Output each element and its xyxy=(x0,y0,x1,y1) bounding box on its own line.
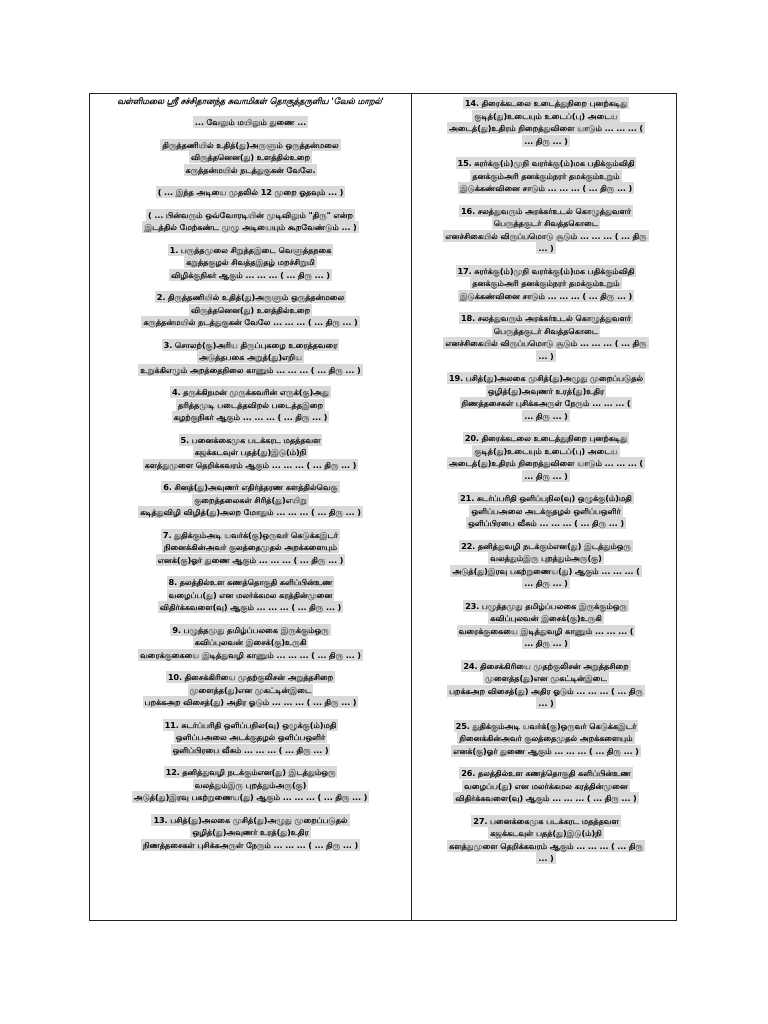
verse-paragraph xyxy=(96,209,405,234)
verse-line xyxy=(420,612,672,625)
verse-line-text: ... ) xyxy=(538,698,554,708)
verse-line-text: விழிக்குநிகர் ஆகும் ... ... ... ( ... திரு ... ) xyxy=(171,269,330,280)
verse-line xyxy=(420,410,672,423)
verse-line-text: 25. துதிக்கும்அடி யவர்க்(கு)ஒருவர் கெடுக்கஇடர் xyxy=(455,720,637,731)
verse-line-text: 5. பனைக்கைமுக படக்கரட மதத்தவள xyxy=(180,434,321,445)
verse-line-text: இடுக்கண்வினை சாடும் ... ... ... ( ... திரு ... ) xyxy=(459,183,633,193)
verse-line-text: 12. தனித்துவழி நடக்கும்என(து) இடத்தும்ஒரு xyxy=(165,767,336,777)
verse-line-text: வலத்தும்இரு புறத்தும்அரு(கு) xyxy=(194,779,307,790)
verse-line-text: அடுத்(து)இரவு பகற்றுணைய(து) ஆகும் ... ... ... ( xyxy=(452,565,640,576)
verse-line xyxy=(420,325,672,338)
verse-line-text: எனச்சிகையில் விருப்பமொடு சூடும் ... ... ... ( ... திரு xyxy=(445,230,647,241)
verse-line xyxy=(420,792,672,805)
verse-line xyxy=(420,372,672,385)
verse-line xyxy=(420,242,672,255)
verse-line-text: 19. பசித்(து)அலகை முசித்(து)அழுது முறைப்படுதல் xyxy=(448,373,644,383)
verse-line xyxy=(420,685,672,698)
verse-line xyxy=(110,151,391,164)
verse-line-text: ... ) xyxy=(538,243,554,253)
verse-line-text: 16. சலத்துவரும் அரக்கர்உடல் கொழுத்துவளர் xyxy=(460,205,632,216)
verse-line-text: பெருத்தகுடர் சிவத்தகொடை xyxy=(493,325,599,336)
verse-line xyxy=(420,660,672,673)
verse-line xyxy=(420,337,672,350)
verse-line-text: 9. பழுத்தமுது தமிழ்ப்பலகை இருக்கும்ஒரு xyxy=(172,624,329,635)
verse-paragraph xyxy=(420,265,672,303)
verse-line xyxy=(110,541,391,554)
verse-line-text: 15. சுரர்க்கு(ம்)முநி வரர்க்கு(ம்)மக பதிக்கும்விதி xyxy=(457,158,635,168)
verse-line xyxy=(420,312,672,325)
verse-line-text: ... திரு ... ) xyxy=(524,410,568,421)
verse-line-text: 26. தலத்தில்உள கணத்தொகுதி களிப்பின்உண xyxy=(461,768,631,778)
verse-paragraph xyxy=(420,492,672,530)
verse-line xyxy=(110,221,391,234)
verse-line xyxy=(110,446,391,459)
verse-line xyxy=(420,432,672,445)
verse-line-text: விருத்தனென(து) உளத்தில்உறை xyxy=(190,304,311,315)
verse-line xyxy=(420,205,672,218)
verse-line-text: ஒளிப்பஅலை அடக்குதழல் ஒளிப்பஒளிர் xyxy=(175,732,326,742)
verse-line xyxy=(420,720,672,733)
right-column xyxy=(412,94,676,920)
verse-line xyxy=(110,399,391,412)
verse-paragraph xyxy=(420,720,672,758)
verse-line-text: அடுத்(து)இரவு பகற்றுணைய(து) ஆகும் ... ... ... ( ... திரு ... ) xyxy=(133,792,368,802)
verse-line xyxy=(110,269,391,282)
verse-line-text: குடித்(து)உடையும் உடைப்(பு) அடைய xyxy=(474,445,618,456)
verse-line-text: 21. சுடர்ப்பரிதி ஒளிப்பநில(வு) ஒழுக்கு(ம்)மதி xyxy=(460,493,632,503)
verse-line-text: இடத்தில் மேற்கண்ட முழு அடியையும் கூறவேண்டும் ... ) xyxy=(144,222,357,232)
verse-line-text: ( ... இந்த அடியை முதலில் 12 முறை ஓதவும் ... ) xyxy=(157,187,344,197)
verse-paragraph xyxy=(420,97,672,147)
verse-line-text: ( ... பின்வரும் ஒவ்வோரடியின் முடிவிலும் "திரு" என்ற xyxy=(148,209,353,220)
verse-line-text: 23. பழுத்தமுது தமிழ்ப்பலகை இருக்கும்ஒரு xyxy=(465,600,627,611)
verse-line-text: 1. பருத்தமுலை சிறுத்தஇடை வெளுத்தநகை xyxy=(169,244,332,255)
verse-paragraph xyxy=(420,205,672,255)
verse-line-text: பெருத்தகுடர் சிவத்தகொடை xyxy=(493,218,599,228)
verse-line xyxy=(110,826,391,839)
verse-paragraph xyxy=(96,671,405,709)
verse-line xyxy=(110,684,391,697)
verse-line-text: ஒளிப்பிரபை வீசும் ... ... ... ( ... திரு ... ) xyxy=(172,744,329,755)
verse-line-text: ... திரு ... ) xyxy=(524,638,568,648)
verse-line xyxy=(110,814,391,827)
verse-paragraph xyxy=(96,139,405,177)
verse-line xyxy=(110,386,391,399)
verse-line xyxy=(420,135,672,148)
verse-line-text: பறக்கஅற விசைத்(து) அதிர ஓடும் ... ... ... ( ... திரு ... ) xyxy=(144,697,357,707)
verse-line xyxy=(420,182,672,195)
verse-line-text: குறைத்தலைகள் சிரித்(து)எயிறு xyxy=(194,494,307,505)
verse-line xyxy=(110,719,391,732)
verse-line xyxy=(420,637,672,650)
verse-line-text: ... திரு ... ) xyxy=(524,578,568,588)
verse-line-text: எனச்சிகையில் விருப்பமொடு சூடும் ... ... ... ( ... திரு xyxy=(445,338,647,348)
verse-line xyxy=(420,492,672,505)
verse-line xyxy=(110,459,391,472)
verse-line xyxy=(420,815,672,828)
verse-line xyxy=(420,397,672,410)
verse-line-text: ஒளிப்பஅலை அடக்குதழல் ஒளிப்பஒளிர் xyxy=(471,505,621,516)
verse-line-text: தனக்கும்அரி தனக்கும்நரர் தமக்கும்உறும் xyxy=(472,278,620,288)
verse-line-text: 4. தருக்கிநமன் முருக்கவரின் எருக்(கு)அது xyxy=(172,387,329,397)
verse-line xyxy=(420,470,672,483)
verse-line xyxy=(420,577,672,590)
verse-line-text: 2. திருத்தணியில் உதித்(து)அருளும் ஒருத்தன்மலை xyxy=(156,292,345,302)
verse-paragraph xyxy=(96,116,405,129)
verse-line xyxy=(110,624,391,637)
verse-line-text: 14. திரைக்கடலை உடைத்துநிறை புனற்கடிது xyxy=(464,98,628,108)
verse-line xyxy=(420,600,672,613)
verse-line-text: களத்துமுளை தெறிக்கவரம் ஆகும் ... ... ... ( ... திரு ... ) xyxy=(144,459,357,470)
verse-line-text: 17. சுரர்க்கு(ம்)முநி வரர்க்கு(ம்)மக பதிக்கும்விதி xyxy=(457,265,635,276)
verse-line xyxy=(110,791,391,804)
verse-line xyxy=(110,601,391,614)
verse-paragraph xyxy=(96,576,405,614)
verse-line-text: ஒளிப்பிரபை வீசும் ... ... ... ( ... திரு ... ) xyxy=(468,518,624,528)
verse-line-text: கருத்தன்மயில் நடத்துகுகன் வேலே. xyxy=(185,164,316,175)
right-verse-list xyxy=(420,97,672,865)
verse-line xyxy=(110,339,391,352)
verse-line xyxy=(420,110,672,123)
verse-line xyxy=(110,244,391,257)
verse-line-text: விருத்தனென(து) உளத்தில்உறை xyxy=(190,152,311,162)
verse-line xyxy=(110,316,391,329)
verse-line xyxy=(420,540,672,553)
verse-paragraph xyxy=(96,766,405,804)
verse-line-text: கஜக்கடவுள் பதத்(து)இடு(ம்)நி xyxy=(194,447,307,457)
verse-line-text: 8. தலத்தில்உள கணத்தொகுதி களிப்பின்உண xyxy=(168,577,333,587)
verse-line-text: நிணத்தசைகள் புசிக்கஅருள் நேரும் ... ... ... ( xyxy=(461,398,631,408)
verse-line xyxy=(420,732,672,745)
verse-line-text: ஒழித்(து)அவுணர் உரத்(து)உதிர xyxy=(487,385,605,396)
left-column xyxy=(90,94,412,920)
document-heading xyxy=(96,97,405,108)
verse-line xyxy=(420,157,672,170)
verse-line-text: தனக்கும்அரி தனக்கும்நரர் தமக்கும்உறும் xyxy=(472,170,620,181)
verse-line xyxy=(420,277,672,290)
verse-line xyxy=(420,265,672,278)
verse-line-text: 7. துதிக்கும்அடி யவர்க்(கு)ஒருவர் கெடுக்கஇடர் xyxy=(162,529,339,540)
verse-paragraph xyxy=(96,386,405,424)
verse-line xyxy=(110,256,391,269)
verse-line-text: கஜக்கடவுள் பதத்(து)இடு(ம்)நி xyxy=(490,828,602,838)
verse-line xyxy=(420,840,672,853)
verse-paragraph xyxy=(96,339,405,377)
verse-line xyxy=(420,565,672,578)
verse-line xyxy=(110,731,391,744)
verse-line-text: நினைக்கின்அவர் குலத்தைமுதல் அறக்களையும் xyxy=(163,542,338,552)
verse-line xyxy=(110,434,391,447)
verse-line-text: ... ) xyxy=(538,853,554,863)
verse-line-text: கவிப்புலவன் இசைக்(கு)உருகி xyxy=(490,613,602,623)
verse-paragraph xyxy=(96,481,405,519)
verse-line-text: வலத்தும்இரு புறத்தும்அரு(கு) xyxy=(490,553,602,563)
verse-line xyxy=(110,351,391,364)
verse-paragraph xyxy=(420,157,672,195)
verse-line-text: கழற்குநிகர் ஆகும் ... ... ... ( ... திரு ... ) xyxy=(173,412,328,422)
verse-paragraph xyxy=(96,244,405,282)
verse-line xyxy=(420,745,672,758)
verse-line-text: வழைப்ப(து) என மலர்க்கமல கரத்தின்முனை xyxy=(464,780,628,791)
document-page xyxy=(89,93,677,921)
verse-line xyxy=(420,290,672,303)
verse-line-text: களத்துமுளை தெறிக்கவரம் ஆகும் ... ... ... ( ... திரு xyxy=(449,840,643,851)
verse-line xyxy=(420,457,672,470)
verse-line xyxy=(420,122,672,135)
verse-line-text: அடைத்(து)உதிரம் நிறைத்துவிளை யாடும் ... ... ... ( xyxy=(448,123,643,133)
verse-line-text: 3. சொலற்(கு)அரிய திருப்புகழை உரைத்தவரை xyxy=(163,339,338,350)
verse-line-text: வரைக்குகையை இடித்துவழி காணும் ... ... ... ( ... திரு ... ) xyxy=(140,649,361,660)
verse-line-text: உறுக்கிஎழும் அறத்தைநிலை காணும் ... ... ... ( ... திரு ... ) xyxy=(140,364,361,375)
verse-line-text: 27. பனைக்கைமுக படக்கரட மதத்தவள xyxy=(473,815,619,826)
verse-line-text: விதிர்க்கவளை(வு) ஆகும் ... ... ... ( ... திரு ... ) xyxy=(159,602,342,612)
verse-line-text: முளைத்த(து)என முகட்டின்இடை xyxy=(189,684,312,695)
verse-line xyxy=(110,696,391,709)
verse-line-text: கருத்தன்மயில் நடத்துகுகன் வேலே ... ... ... ( ... திரு ... ) xyxy=(143,317,358,327)
verse-line-text: அடுத்தபகை அறுத்(து)எறிய xyxy=(199,352,302,362)
verse-line xyxy=(420,505,672,518)
verse-line xyxy=(110,481,391,494)
verse-line-text: ... திரு ... ) xyxy=(524,470,568,481)
verse-line-text: ஒழித்(து)அவுணர் உரத்(து)உதிர xyxy=(192,827,309,837)
verse-paragraph xyxy=(96,719,405,757)
verse-line-text: குடித்(து)உடையும் உடைப்(பு) அடைய xyxy=(474,110,618,121)
verse-paragraph xyxy=(420,432,672,482)
verse-line-text: 18. சலத்துவரும் அரக்கர்உடல் கொழுத்துவளர் xyxy=(460,313,632,323)
verse-line-text: 20. திரைக்கடலை உடைத்துநிறை புனற்கடிது xyxy=(464,433,628,443)
verse-paragraph xyxy=(420,600,672,650)
verse-line xyxy=(110,636,391,649)
verse-line-text: இடுக்கண்வினை சாடும் ... ... ... ( ... திரு ... ) xyxy=(459,290,633,301)
verse-line xyxy=(110,164,391,177)
verse-line-text: பறக்கஅற விசைத்(து) அதிர ஓடும் ... ... ... ( ... திரு xyxy=(449,685,643,696)
verse-line xyxy=(420,827,672,840)
verse-paragraph xyxy=(420,540,672,590)
verse-line xyxy=(110,649,391,662)
verse-paragraph xyxy=(96,529,405,567)
verse-line-text: 13. பசித்(து)அலகை முசித்(து)அழுது முறைப்படுதல் xyxy=(153,814,348,825)
verse-line xyxy=(420,385,672,398)
verse-line-text: விதிர்க்கவளை(வு) ஆகும் ... ... ... ( ... திரு ... ) xyxy=(455,793,637,803)
verse-line-text: 6. சினத்(து)அவுணர் எதிர்த்தரண களத்தில்வெகு xyxy=(163,482,338,492)
verse-paragraph xyxy=(96,814,405,852)
verse-line xyxy=(110,304,391,317)
verse-line xyxy=(110,209,391,222)
verse-paragraph xyxy=(420,767,672,805)
verse-line-text: எனக்(கு)ஓர் துணை ஆகும் ... ... ... ( ... திரு ... ) xyxy=(157,554,344,565)
verse-line xyxy=(420,97,672,110)
verse-line-text: நிணத்தசைகள் புசிக்கஅருள் நேரும் ... ... ... ( ... திரு ... ) xyxy=(142,839,359,850)
verse-line xyxy=(110,576,391,589)
verse-line-text: நினைக்கின்அவர் குலத்தைமுதல் அறக்களையும் xyxy=(459,733,633,743)
verse-paragraph xyxy=(96,434,405,472)
verse-line-text: எனக்(கு)ஓர் துணை ஆகும் ... ... ... ( ... திரு ... ) xyxy=(453,745,639,756)
verse-paragraph xyxy=(96,624,405,662)
verse-line xyxy=(110,291,391,304)
verse-line xyxy=(110,766,391,779)
verse-line xyxy=(110,494,391,507)
heading-text: வள்ளிமலை ஸ்ரீ சச்சிதானந்த சுவாமிகள் தொகுத்தருளிய 'வேல் மாறல்' xyxy=(117,97,384,107)
verse-paragraph xyxy=(96,291,405,329)
verse-paragraph xyxy=(420,815,672,865)
verse-line xyxy=(110,589,391,602)
verse-line xyxy=(420,552,672,565)
left-verse-list xyxy=(96,116,405,851)
verse-line xyxy=(420,852,672,865)
verse-line-text: கவிப்புலவன் இசைக்(கு)உருகி xyxy=(194,637,307,647)
verse-paragraph xyxy=(420,372,672,422)
verse-line-text: ... ) xyxy=(538,350,554,361)
verse-line-text: வரைக்குகையை இடித்துவழி காணும் ... ... ... ( xyxy=(458,625,634,636)
verse-line-text: 22. தனித்துவழி நடக்கும்என(து) இடத்தும்ஒரு xyxy=(461,540,631,551)
verse-line xyxy=(420,517,672,530)
verse-line xyxy=(110,186,391,199)
verse-line xyxy=(110,671,391,684)
verse-line-text: முளைத்த(து)என முகட்டின்இடை xyxy=(485,673,607,683)
verse-line xyxy=(110,554,391,567)
verse-line-text: 11. சுடர்ப்பரிதி ஒளிப்பநில(வு) ஒழுக்கு(ம்)மதி xyxy=(164,719,337,730)
verse-line xyxy=(420,170,672,183)
verse-line-text: கறுத்தகுழல் சிவத்தஇதழ் மறச்சிறுமி xyxy=(186,257,315,267)
verse-line xyxy=(110,529,391,542)
verse-line-text: ... திரு ... ) xyxy=(524,135,568,146)
verse-line xyxy=(110,839,391,852)
verse-line xyxy=(420,230,672,243)
verse-line-text: 24. திசைக்கிரியை முதற்குலிசன் அறுத்தசிறை xyxy=(463,660,629,671)
verse-line-text: ... வேலும் மயிலும் துணை ... xyxy=(194,117,307,127)
verse-line xyxy=(420,625,672,638)
verse-line xyxy=(110,116,391,129)
verse-line xyxy=(110,506,391,519)
verse-line-text: அடைத்(து)உதிரம் நிறைத்துவிளை யாடும் ... ... ... ( xyxy=(448,458,643,468)
verse-line-text: வழைப்ப(து) என மலர்க்கமல கரத்தின்முனை xyxy=(168,589,333,600)
verse-line xyxy=(420,445,672,458)
verse-paragraph xyxy=(420,660,672,710)
verse-line xyxy=(420,217,672,230)
verse-line xyxy=(110,139,391,152)
verse-line xyxy=(420,780,672,793)
verse-line xyxy=(420,697,672,710)
verse-line xyxy=(420,672,672,685)
verse-line-text: தரித்தமுடி படைத்தவிறல் படைத்தஇறை xyxy=(177,399,324,410)
verse-line xyxy=(420,767,672,780)
verse-line-text: திருத்தணியில் உதித்(து)அருளும் ஒருத்தன்மலை xyxy=(162,139,339,150)
verse-paragraph xyxy=(96,186,405,199)
verse-line xyxy=(110,744,391,757)
verse-line-text: 10. திசைக்கிரியை முதற்குலிசன் அறுத்தசிறை xyxy=(167,672,334,682)
verse-line-text: கடித்துவிழி விழித்(து)அலற மோதும் ... ... ... ( ... திரு ... ) xyxy=(140,507,361,517)
verse-line xyxy=(110,364,391,377)
verse-line xyxy=(420,350,672,363)
verse-line xyxy=(110,411,391,424)
verse-paragraph xyxy=(420,312,672,362)
verse-line xyxy=(110,779,391,792)
